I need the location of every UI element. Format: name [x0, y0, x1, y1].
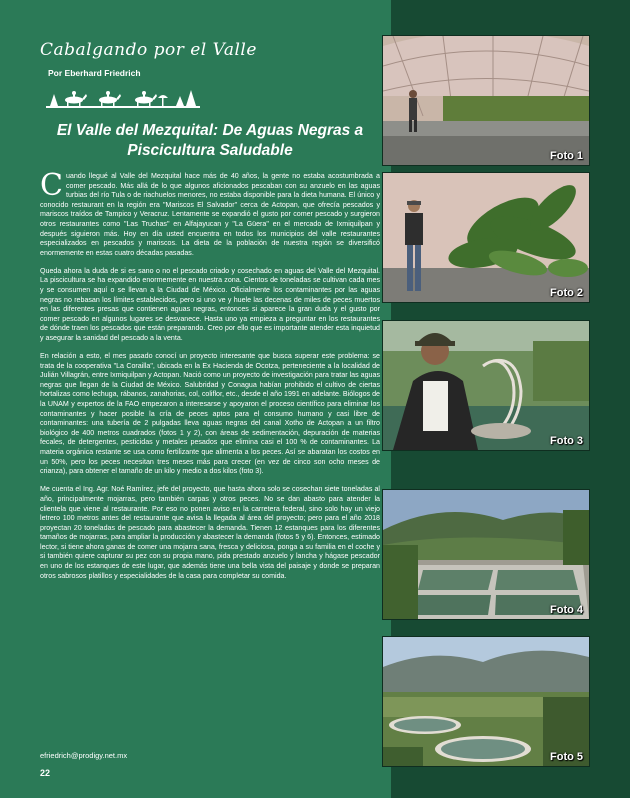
author-email[interactable]: efriedrich@prodigy.net.mx [40, 751, 128, 760]
page-number: 22 [40, 768, 51, 778]
photo-3-fish [382, 320, 590, 451]
greenhouse-image [383, 36, 589, 165]
article-body [40, 168, 380, 590]
byline: Por Eberhard Friedrich [48, 68, 141, 78]
paragraph-1 [40, 168, 380, 258]
fish-net-image [383, 321, 589, 450]
photo-4-label: Foto 4 [550, 604, 583, 616]
headline-line-2: Piscicultura Saludable [127, 142, 293, 159]
round-ponds-image [383, 637, 589, 766]
ponds-image [383, 490, 589, 619]
headline-line-1: El Valle del Mezquital: De Aguas Negras a [56, 122, 364, 139]
plant-image [383, 173, 589, 302]
photo-5-round-ponds [382, 636, 590, 767]
article-headline [40, 121, 380, 161]
paragraph-1-text: uando llegué al Valle del Mezquital hace más de 40 años, la gente no estaba acostumbrada a comer pescado. Más allá de lo que algunos aficionados pescaban con su anzuelo en las aguas turbias del río Tula o de riachuelos menores, no estaba disponible para la dieta humana. El único y conocido restaurant en la región era "Mariscos El Salvador" cerca de Actopan, que ofrecía pescados y mariscos traídos de Tampico y Veracruz. Lentamente se expandió el gusto por comer pescado y surgieron otros restaurantes como "Las Truchas" en Alfajayucan y "La Güera" en el mercado de Ixmiquilpan y después siguieron más. Hoy en día usted encuentra en todos los municipios del valle restaurantes especializados en pescados y mariscos. La dieta de la población de nuestra región se diversificó enormemente en estas cuatro décadas pasadas. [40, 172, 380, 257]
horse-riders-banner [46, 84, 200, 110]
photo-1-greenhouse [382, 35, 590, 166]
column-title: Cabalgando por el Valle [40, 40, 257, 60]
photo-2-label: Foto 2 [550, 287, 583, 299]
photo-2-plant [382, 172, 590, 303]
photo-3-label: Foto 3 [550, 435, 583, 447]
drop-cap: C [40, 168, 63, 203]
photo-5-label: Foto 5 [550, 751, 583, 763]
paragraph-3: En relación a esto, el mes pasado conocí un proyecto interesante que busca superar este problema: se trata de la cooperativa "La Corailla", ubicada en la Ex Hacienda de Ocotza, perteneciente a la localidad de Julián Villagrán, entre Ixmiquilpan y Actopan. Nació como un proyecto de investigación para tratar las aguas negras que llegan de la Ciudad de México. Salubridad y Conagua habían prohibido el cultivo de ciertas hortalizas como lechuga, rábanos, zanahorias, col, coliflor, etc., desde el año 1991 en adelante. Biólogos de la UNAM y expertos de la FAO empezaron a interesarse y apoyaron el proceso científico para eliminar los contaminantes y hacer posible la cría de peces aptos para el consumo humano y casi libre de contaminantes: una tubería de 2 pulgadas lleva aguas negras del canal Xotho de Actopan a un filtro biológico de 400 metros cuadrados (fotos 1 y 2), con áreas de sedimentación, depuración de materias fecales, de detergentes, pesticidas y metales pesados que elimina casi el 100 % de contaminantes. La materia orgánica restante se usa como fertilizante que alimenta a los peces. Así se abaratan los costos en un 50%, pero los peces necesitan tres meses más para crecer (en vez de cinco son ocho meses de crianza), para obtener el tamaño de un kilo y medio a dos kilos (foto 3). [40, 352, 380, 476]
photo-1-label: Foto 1 [550, 150, 583, 162]
paragraph-4: Me cuenta el Ing. Agr. Noé Ramírez, jefe del proyecto, que hasta ahora solo se cosechan siete toneladas al año, principalmente mojarras, pero también carpas y otros peces. No se dan abasto para atender la clientela que viene al restaurante. Por eso no ponen aviso en la carretera federal, sino solo hay un viejo letrero 100 metros antes del restaurante que avisa la llegada al área del proyecto; pero para el año 2018 proyectan 20 toneladas de pescado para abastecer la demanda. Tienen 12 estanques para los diferentes tamaños de mojarras, para ampliar la producción y abastecer la demanda (fotos 5 y 6). Entonces, estimado lector, si tiene ahora ganas de comer una mojarra sana, fresca y deliciosa, ponga a su familia en el coche y si también quiere capturar su pez con su propia mano, pida prestado anzuelo y lancha y hágase pescador en uno de los estanques de este lugar, que además tiene una bella vista del paisaje y donde se preparan otros sabrosos platillos y especialidades de la casa para completar su comida. [40, 485, 380, 580]
photo-4-ponds [382, 489, 590, 620]
paragraph-2: Queda ahora la duda de si es sano o no el pescado criado y cosechado en aguas del Valle del Mezquital. La piscicultura se ha expandido enormemente en nuestra zona. Cientos de toneladas se cultivan cada mes y se consumen aquí o se llevan a la Ciudad de México. Oficialmente los contaminantes por las aguas negras no rebasan los límites establecidos, pero si uno ve y huele las decenas de miles de peces muertos en las diferentes presas que contienen aguas negras, entonces si aparece la gran duda y el gusto por comer pescado en algunos lugares se desvanece. Hasta uno ya empieza a preguntar en los restaurantes de dónde traen los pescados que están preparando. Creo por ello que es importante atender esta inquietud y asegurar la sanidad del pescado a la venta. [40, 266, 380, 342]
